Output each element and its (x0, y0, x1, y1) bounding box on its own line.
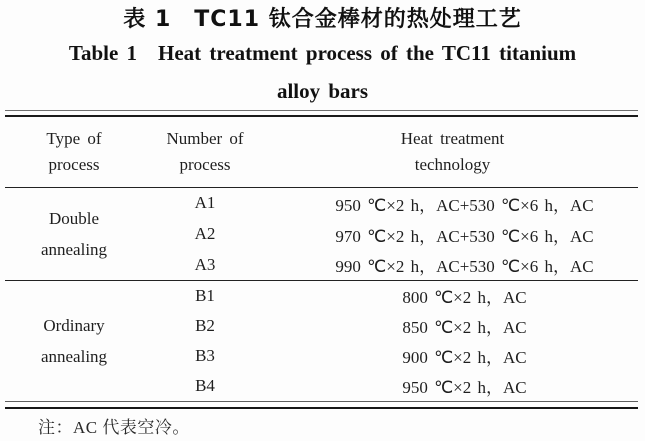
group-ordinary-annealing (5, 281, 638, 401)
group-label-ordinary-annealing (5, 281, 143, 401)
header-type-of-process-line2: process (48, 155, 100, 174)
process-number-cell: A3 (194, 254, 216, 274)
technology-cell: 950 ℃×2 h，AC (402, 378, 527, 397)
group-double-annealing (5, 188, 638, 281)
header-number-of-process (143, 117, 267, 188)
header-number-of-process-line2: process (179, 155, 231, 174)
header-type-of-process (5, 117, 143, 188)
group-label-line1: Double (48, 209, 100, 228)
group-label-line2: annealing (40, 346, 108, 366)
process-number-cell: B2 (195, 315, 215, 335)
process-number-cell: B1 (195, 285, 215, 305)
header-number-of-process-line1: Number of (166, 129, 244, 148)
process-number-cell: B4 (195, 375, 215, 395)
group-label-double-annealing (5, 188, 143, 281)
table-row (5, 188, 638, 219)
heat-treatment-table (5, 117, 638, 401)
group-label-line1: Ordinary (43, 315, 105, 335)
table-header-row (5, 117, 638, 188)
technology-cell: 800 ℃×2 h，AC (402, 288, 527, 308)
process-number-cell: A2 (194, 224, 216, 243)
process-number-cell: A1 (194, 193, 216, 213)
technology-cell: 990 ℃×2 h，AC+530 ℃×6 h，AC (335, 257, 594, 277)
table-footnote: 注：AC 代表空冷。 (38, 417, 190, 437)
table-bottom-rule (5, 401, 638, 409)
header-heat-treatment-line1: Heat treatment (400, 129, 505, 148)
table-top-rule (5, 110, 638, 117)
table-title-en-line1: Table 1 Heat treatment process of the TC11 titanium (68, 41, 577, 65)
header-heat-treatment-technology (267, 117, 638, 188)
technology-cell: 850 ℃×2 h，AC (402, 318, 527, 337)
table-title-zh: 表 1 TC11 钛合金棒材的热处理工艺 (123, 7, 522, 32)
header-type-of-process-line1: Type of (46, 129, 102, 148)
technology-cell: 950 ℃×2 h，AC+530 ℃×6 h，AC (335, 195, 594, 215)
table-row (5, 281, 638, 311)
technology-cell: 900 ℃×2 h，AC (402, 348, 527, 367)
table-title-en-line2: alloy bars (276, 79, 369, 103)
header-heat-treatment-line2: technology (414, 155, 491, 174)
group-label-line2: annealing (40, 240, 108, 259)
technology-cell: 970 ℃×2 h，AC+530 ℃×6 h，AC (335, 226, 594, 246)
process-number-cell: B3 (195, 345, 215, 365)
